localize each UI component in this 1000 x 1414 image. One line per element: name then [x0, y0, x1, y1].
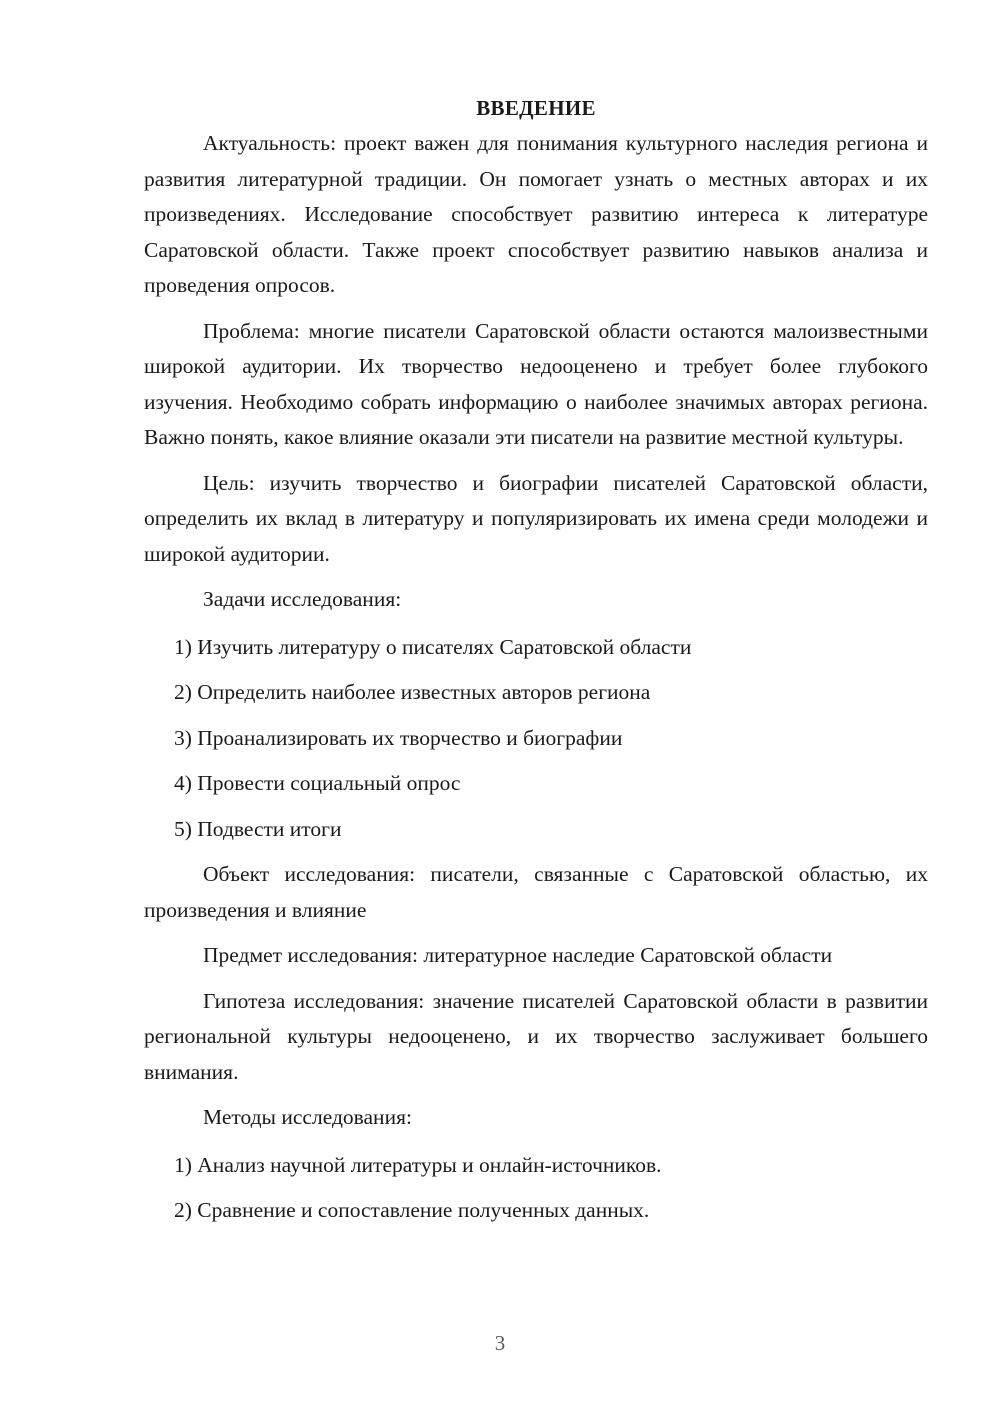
document-page	[144, 90, 928, 1239]
object-paragraph: Объект исследования: писатели, связанные с Саратовской областью, их произведения и влияние	[144, 862, 928, 922]
hypothesis-paragraph: Гипотеза исследования: значение писателей Саратовской области в развитии региональной культуры недооценено, и их творчество заслуживает большего внимания.	[144, 988, 928, 1084]
list-item: 2) Сравнение и сопоставление полученных данных.	[174, 1198, 650, 1222]
section-title: ВВЕДЕНИЕ	[476, 96, 596, 120]
methods-heading: Методы исследования:	[203, 1105, 412, 1129]
subject-paragraph: Предмет исследования: литературное наследие Саратовской области	[203, 943, 833, 967]
list-item: 5) Подвести итоги	[174, 816, 342, 841]
relevance-paragraph: Актуальность: проект важен для понимания культурного наследия региона и развития литературной традиции. Он помогает узнать о местных авторах и их произведениях. Исследование способствует развитию интереса к литературе Саратовской области. Также проект способствует развитию навыков анализа и проведения опросов.	[144, 131, 928, 297]
tasks-heading: Задачи исследования:	[203, 587, 402, 611]
problem-paragraph: Проблема: многие писатели Саратовской области остаются малоизвестными широкой аудитории. Их творчество недооценено и требует более глубокого изучения. Необходимо собрать информацию о наиболее значимых авторах региона. Важно понять, какое влияние оказали эти писатели на развитие местной культуры.	[144, 318, 928, 449]
goal-paragraph: Цель: изучить творчество и биографии писателей Саратовской области, определить их вклад в литературу и популяризировать их имена среди молодежи и широкой аудитории.	[144, 470, 928, 566]
list-item: 1) Изучить литературу о писателях Саратовской области	[174, 634, 692, 659]
page-number: 3	[494, 1331, 506, 1355]
list-item: 1) Анализ научной литературы и онлайн-источников.	[174, 1152, 662, 1177]
tasks-list	[144, 630, 928, 848]
list-item: 2) Определить наиболее известных авторов региона	[174, 680, 651, 704]
list-item: 4) Провести социальный опрос	[174, 771, 461, 795]
methods-list	[144, 1148, 928, 1229]
list-item: 3) Проанализировать их творчество и биографии	[174, 725, 623, 750]
